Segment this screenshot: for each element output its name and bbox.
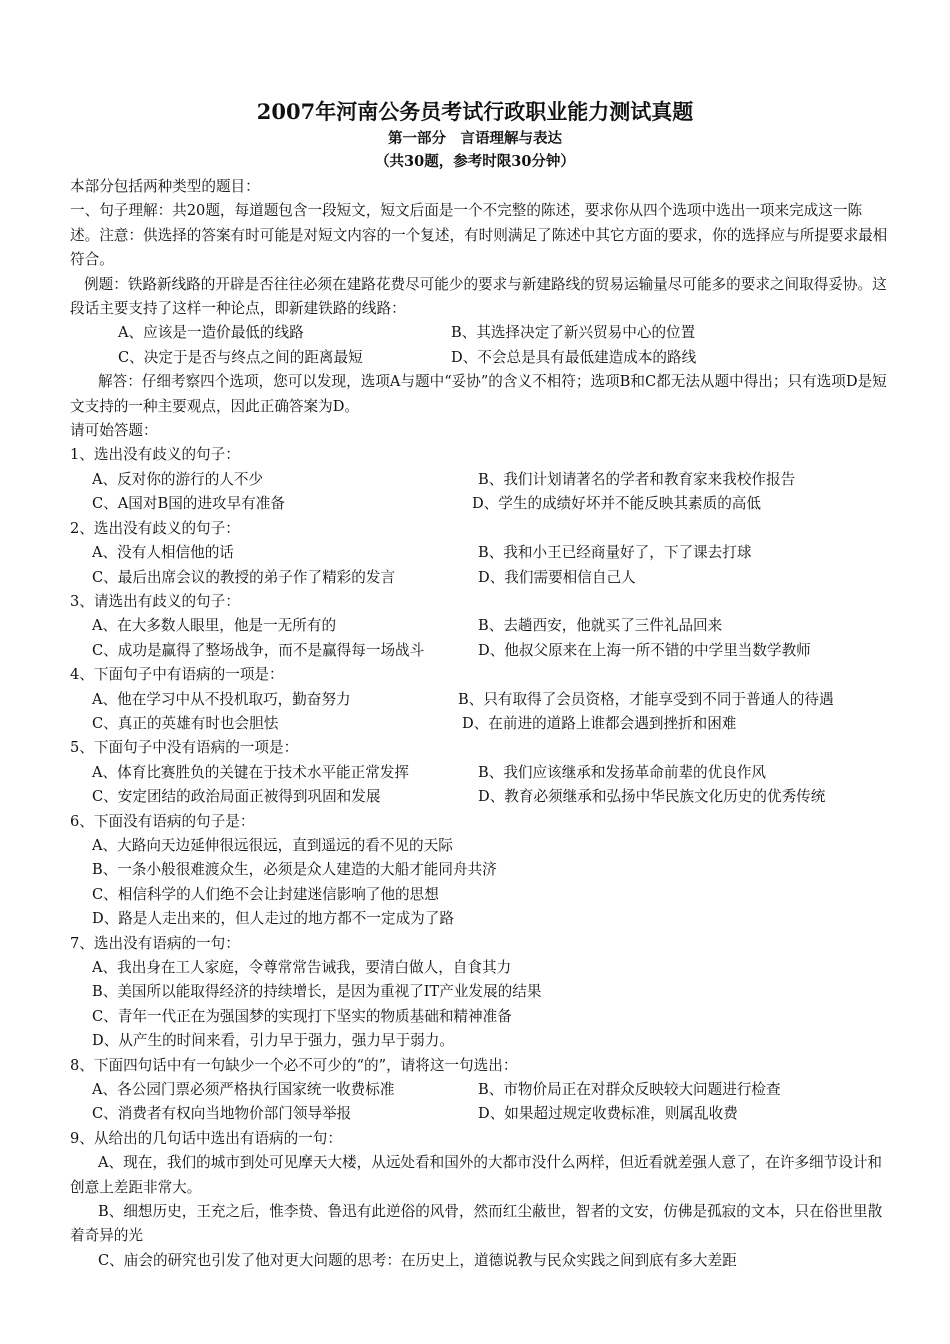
- question-stem: 5、下面句子中没有语病的一项是：: [70, 739, 299, 757]
- type1-description: 一、句子理解：共20题，每道题包含一段短文，短文后面是一个不完整的陈述，要求你从四个选项中选出一项来完成这一陈述。注意：供选择的答案有时可能是对短文内容的一个复述，有时则满足了陈述中其它方面的要求，你的选择应与所提要求最相符合。: [70, 202, 888, 269]
- option-a: A、没有人相信他的话: [92, 544, 234, 562]
- page-title: 2007年河南公务员考试行政职业能力测试真题: [256, 99, 694, 124]
- example-answer: 解答：仔细考察四个选项，您可以发现，选项A与题中“妥协”的含义不相符；选项B和C都无法从题中得出；只有选项D是短文支持的一种主要观点，因此正确答案为D。: [70, 373, 887, 415]
- example-stem: 例题：铁路新线路的开辟是否往往必须在建路花费尽可能少的要求与新建路线的贸易运输量尽可能多的要求之间取得妥协。这段话主要支持了这样一种论点，即新建铁路的线路：: [70, 275, 887, 318]
- intro-text: 本部分包括两种类型的题目：: [70, 178, 260, 195]
- example-option-d: D、不会总是具有最低建造成本的路线: [451, 348, 697, 366]
- question-stem: 7、选出没有语病的一句：: [70, 934, 240, 952]
- option-b: B、细想历史，王充之后，惟李贽、鲁迅有此逆俗的风骨，然而红尘蔽世，智者的文安，仿佛是孤寂的文本，只在俗世里散着奇异的光: [70, 1203, 883, 1245]
- option-c: C、相信科学的人们绝不会让封建迷信影响了他的思想: [92, 885, 439, 903]
- option-d: D、我们需要相信自己人: [478, 568, 636, 586]
- question-stem: 4、下面句子中有语病的一项是：: [70, 666, 284, 684]
- question-options-row: [70, 785, 890, 809]
- example-option-a: A、应该是一造价最低的线路: [118, 324, 304, 342]
- option-a: A、反对你的游行的人不少: [92, 470, 264, 488]
- option-b: B、只有取得了会员资格，才能享受到不同于普通人的待遇: [458, 690, 834, 708]
- option-c: C、庙会的研究也引发了他对更大问题的思考：在历史上，道德说教与民众实践之间到底有多大差距: [98, 1251, 737, 1269]
- option-b: B、美国所以能取得经济的持续增长，是因为重视了IT产业发展的结果: [92, 983, 542, 1001]
- question-options-row: [70, 761, 890, 785]
- example-option-b: B、其选择决定了新兴贸易中心的位置: [451, 324, 696, 342]
- question-stem: 2、选出没有歧义的句子：: [70, 519, 240, 537]
- option-d: D、如果超过规定收费标准，则属乱收费: [478, 1105, 738, 1123]
- question-options-row: [70, 639, 890, 663]
- option-b: B、我们应该继承和发扬革命前辈的优良作风: [478, 763, 767, 781]
- question-options-row: [70, 712, 890, 736]
- question-stem: 9、从给出的几句话中选出有语病的一句：: [70, 1129, 342, 1147]
- option-a: A、现在，我们的城市到处可见摩天大楼，从远处看和国外的大都市没什么两样，但近看就差强人意了，在许多细节设计和创意上差距非常大。: [70, 1154, 883, 1196]
- question-options-row: [70, 468, 890, 492]
- option-c: C、安定团结的政治局面正被得到巩固和发展: [92, 788, 381, 806]
- option-d: D、教育必须继承和弘扬中华民族文化历史的优秀传统: [478, 788, 826, 806]
- example-option-c: C、决定于是否与终点之间的距离最短: [118, 348, 363, 366]
- option-a: A、大路向天边延伸很远很远，直到遥远的看不见的天际: [92, 836, 453, 854]
- option-b: B、我们计划请著名的学者和教育家来我校作报告: [478, 470, 796, 488]
- option-a: A、在大多数人眼里，他是一无所有的: [92, 617, 337, 635]
- question-stem: 1、选出没有歧义的句子：: [70, 446, 240, 464]
- part-note: （共30题，参考时限30分钟）: [375, 153, 575, 170]
- option-a: A、他在学习中从不投机取巧，勤奋努力: [92, 690, 351, 708]
- option-c: C、最后出席会议的教授的弟子作了精彩的发言: [92, 568, 396, 586]
- question-options-row: [70, 541, 890, 565]
- question-stem: 6、下面没有语病的句子是：: [70, 812, 255, 830]
- question-options-row: [70, 492, 890, 516]
- document-body: [70, 175, 890, 1273]
- option-d: D、他叔父原来在上海一所不错的中学里当数学教师: [478, 641, 811, 659]
- option-b: B、市物价局正在对群众反映较大问题进行检查: [478, 1081, 781, 1099]
- option-b: B、我和小王已经商量好了，下了课去打球: [478, 544, 752, 562]
- option-d: D、学生的成绩好坏并不能反映其素质的高低: [472, 495, 761, 513]
- start-prompt: 请可始答题：: [70, 422, 158, 440]
- option-b: B、去趟西安，他就买了三件礼品回来: [478, 617, 723, 635]
- option-b: B、一条小般很难渡众生，必须是众人建造的大船才能同舟共济: [92, 861, 497, 879]
- option-a: A、体育比赛胜负的关键在于技术水平能正常发挥: [92, 763, 410, 781]
- option-a: A、我出身在工人家庭，令尊常常告诫我，要清白做人，自食其力: [92, 959, 512, 976]
- example-options-row-1: [70, 321, 890, 345]
- question-options-row: [70, 1102, 890, 1126]
- part-title: 第一部分 言语理解与表达: [388, 130, 562, 147]
- option-c: C、真正的英雄有时也会胆怯: [92, 714, 279, 732]
- option-c: C、A国对B国的进攻早有准备: [92, 495, 285, 513]
- option-c: C、成功是赢得了整场战争，而不是赢得每一场战斗: [92, 641, 425, 659]
- question-options-row: [70, 1078, 890, 1102]
- question-stem: 3、请选出有歧义的句子：: [70, 592, 240, 610]
- question-options-row: [70, 614, 890, 638]
- question-options-row: [70, 566, 890, 590]
- option-d: D、在前进的道路上谁都会遇到挫折和困难: [462, 714, 737, 732]
- option-d: D、从产生的时间来看，引力早于强力，强力早于弱力。: [92, 1032, 454, 1050]
- question-stem: 8、下面四句话中有一句缺少一个必不可少的“的”，请将这一句选出：: [70, 1056, 518, 1074]
- option-c: C、青年一代正在为强国梦的实现打下坚实的物质基础和精神准备: [92, 1007, 512, 1025]
- option-c: C、消费者有权向当地物价部门领导举报: [92, 1105, 352, 1123]
- option-a: A、各公园门票必须严格执行国家统一收费标准: [92, 1081, 395, 1099]
- question-options-row: [70, 688, 890, 712]
- example-options-row-2: [70, 346, 890, 370]
- option-d: D、路是人走出来的，但人走过的地方都不一定成为了路: [92, 910, 454, 928]
